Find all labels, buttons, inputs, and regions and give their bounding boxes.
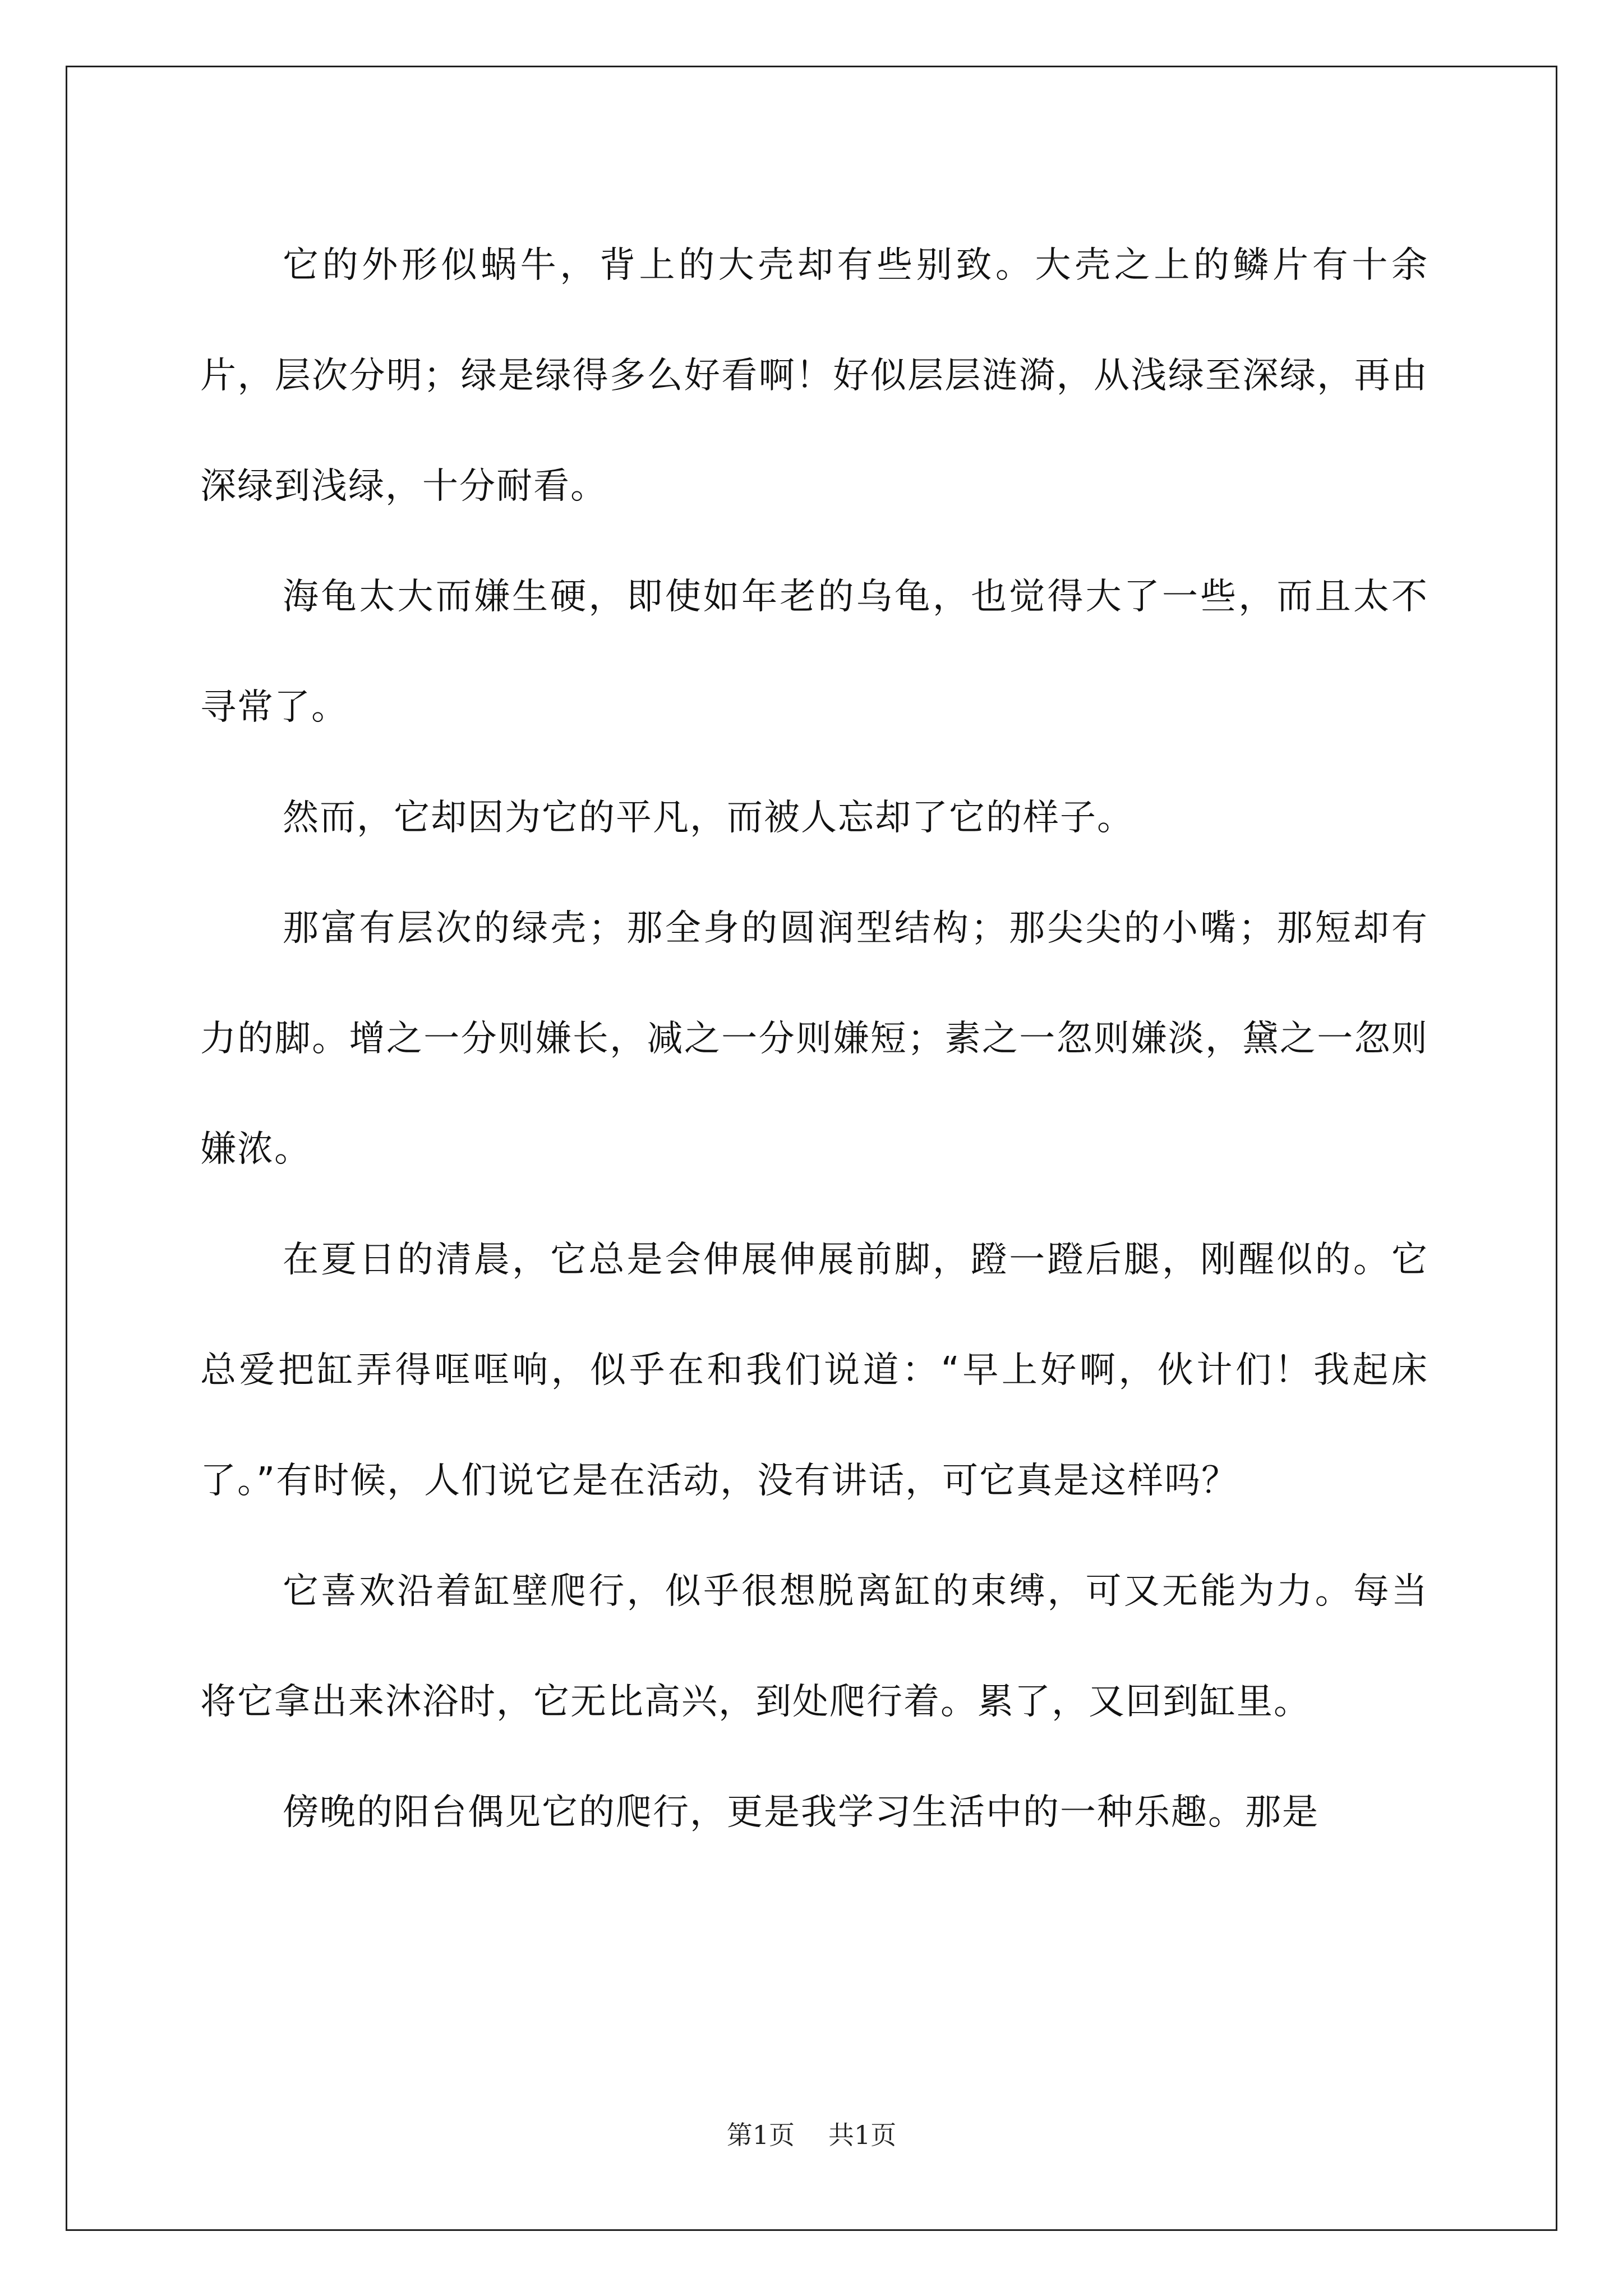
page-footer [0,2115,1623,2152]
paragraph: 傍晚的阳台偶见它的爬行，更是我学习生活中的一种乐趣。那是 [283,1792,1319,1833]
paragraph: 海龟太大而嫌生硬，即使如年老的乌龟，也觉得大了一些，而且太不寻常了。 [200,576,1428,728]
paragraph: 它的外形似蜗牛，背上的大壳却有些别致。大壳之上的鳞片有十余片，层次分明；绿是绿得多么好看啊！好似层层涟漪，从浅绿至深绿，再由深绿到浅绿，十分耐看。 [200,245,1428,507]
paragraph: 然而，它却因为它的平凡，而被人忘却了它的样子。 [283,797,1134,839]
paragraph: 那富有层次的绿壳；那全身的圆润型结构；那尖尖的小嘴；那短却有力的脚。增之一分则嫌长，减之一分则嫌短；素之一忽则嫌淡，黛之一忽则嫌浓。 [200,908,1428,1170]
page-total: 共1页 [828,2120,897,2150]
paragraph: 它喜欢沿着缸壁爬行，似乎很想脱离缸的束缚，可又无能为力。每当将它拿出来沐浴时，它无比高兴，到处爬行着。累了，又回到缸里。 [200,1571,1428,1723]
page-number: 第1页 [726,2120,795,2150]
document-body [200,210,1428,1868]
paragraph: 在夏日的清晨，它总是会伸展伸展前脚，蹬一蹬后腿，刚醒似的。它总爱把缸弄得哐哐响，似乎在和我们说道：“早上好啊，伙计们！我起床了。”有时候，人们说它是在活动，没有讲话，可它真是这样吗？ [200,1239,1428,1502]
